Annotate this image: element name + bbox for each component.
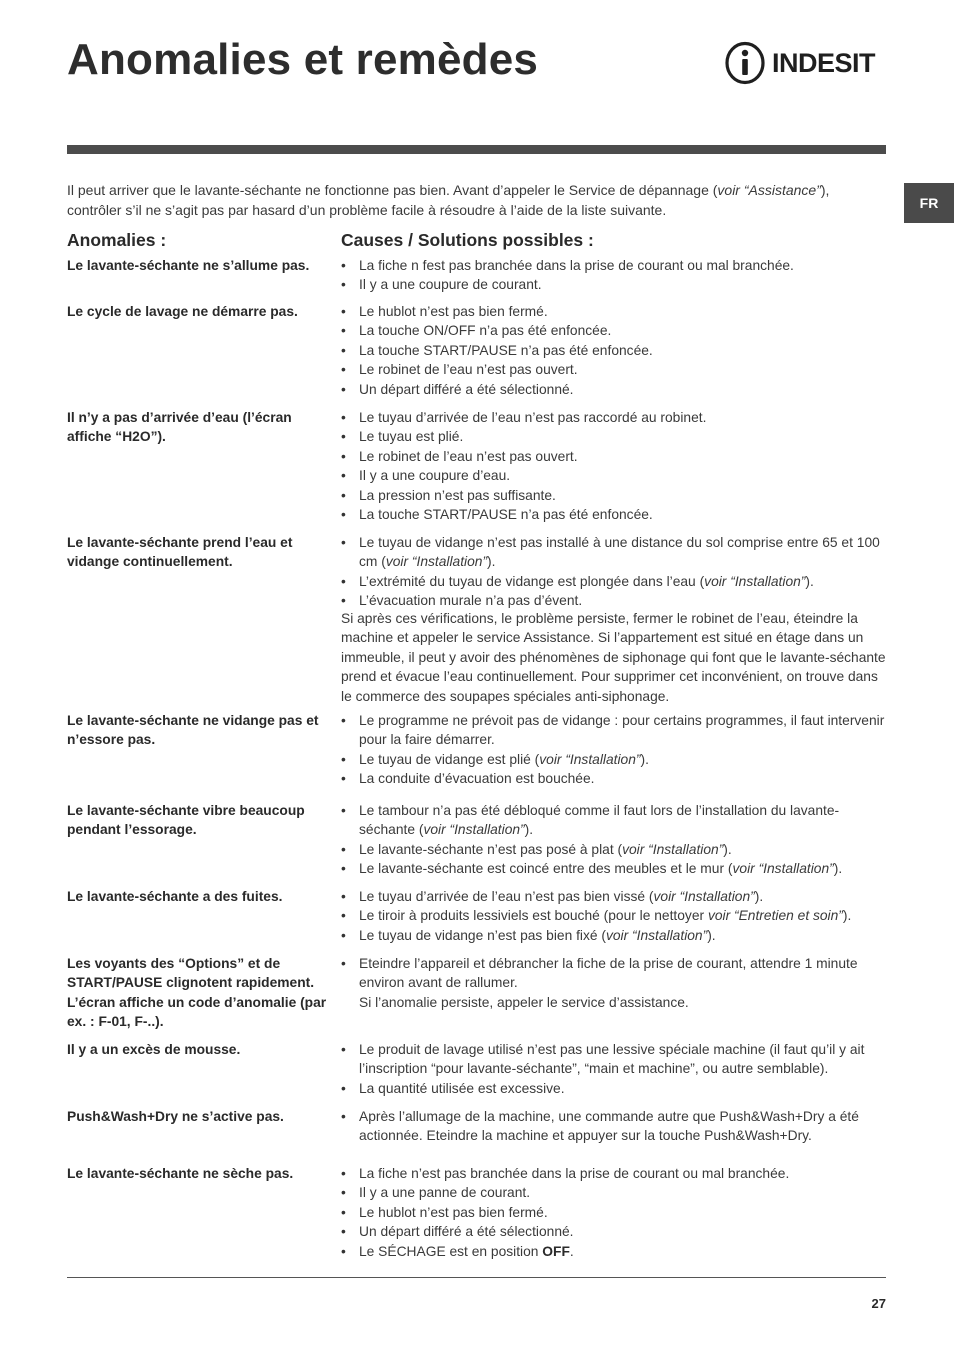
cause-continuation: Si l’anomalie persiste, appeler le service d’assistance. (359, 994, 689, 1010)
list-item (341, 1242, 889, 1261)
cause-text-end: ). (524, 822, 534, 838)
cross-reference: voir “Installation” (385, 554, 488, 570)
list-item: • La touche START/PAUSE n’a pas été enfoncée. (341, 505, 889, 524)
cross-reference: voir “Installation” (423, 822, 525, 838)
list-item: • La fiche n fest pas branchée dans la prise de courant ou mal branchée. (341, 256, 889, 275)
list-item (341, 801, 889, 840)
list-item: • Le robinet de l’eau n’est pas ouvert. (341, 360, 889, 379)
brand-logo (724, 40, 875, 86)
note-paragraph: Si après ces vérifications, le problème persiste, fermer le robinet de l’eau, éteindre la machine et appeler le service Assistance. Si l’appartement est situé en étage dans un immeuble, il peut y avoir des phénomènes de siphonage qui font que le lavante-séchante prend et évacue l’eau continuellement. Pour supprimer cet inconvénient, on trouve dans le commerce des soupapes spéciales anti-siphonage. (341, 611, 886, 704)
cause-text-end: ). (723, 841, 732, 857)
causes-list (341, 302, 889, 399)
cause-text: L’extrémité du tuyau de vidange est plongée dans l’eau ( (359, 573, 705, 589)
anomalies-heading: Anomalies : (67, 230, 167, 250)
list-item: • Le tuyau d’arrivée de l’eau n’est pas raccordé au robinet. (341, 408, 889, 427)
list-item: • La conduite d’évacuation est bouchée. (341, 769, 889, 788)
list-item: • Un départ différé a été sélectionné. (341, 380, 889, 399)
cause-text: Le SÉCHAGE est en position (359, 1243, 543, 1259)
list-item (341, 750, 889, 769)
list-item: • Le hublot n’est pas bien fermé. (341, 1203, 889, 1222)
cross-reference: voir “Installation” (605, 927, 708, 943)
intro-text-end: ), contrôler s’il ne s’agit pas par hasard d’un problème facile à résoudre à l’aide de la liste suivante. (67, 182, 830, 218)
causes-list (341, 408, 889, 524)
causes-heading: Causes / Solutions possibles : (341, 230, 594, 250)
anomaly-label: Le cycle de lavage ne démarre pas. (67, 304, 298, 319)
cause-text-end: ). (754, 889, 764, 904)
list-item: • La quantité utilisée est excessive. (341, 1079, 889, 1098)
list-item (341, 840, 889, 859)
list-item: • Il y a une panne de courant. (341, 1183, 889, 1202)
cause-text: Le lavante-séchante n’est pas posé à plat ( (359, 841, 623, 857)
anomaly-label: Les voyants des “Options” et de START/PAUSE clignotent rapidement. L’écran affiche un code d’anomalie (par ex. : F-01, F-..). (67, 956, 327, 1030)
page-title: Anomalies et remèdes (67, 35, 539, 84)
list-item: • La touche START/PAUSE n’a pas été enfoncée. (341, 341, 889, 360)
causes-list (341, 711, 889, 789)
anomaly-label: Le lavante-séchante ne s’allume pas. (67, 258, 310, 273)
list-item (341, 887, 889, 906)
list-item: • La touche ON/OFF n’a pas été enfoncée. (341, 321, 889, 340)
list-item: • Un départ différé a été sélectionné. (341, 1222, 889, 1241)
list-item: • La fiche n’est pas branchée dans la prise de courant ou mal branchée. (341, 1164, 889, 1183)
cross-reference: voir “Installation” (653, 889, 755, 904)
language-tab: FR (904, 183, 954, 223)
cause-text-end: ). (487, 554, 496, 570)
anomaly-label: Le lavante-séchante vibre beaucoup pendant l’essorage. (67, 803, 305, 838)
cause-text: Le tuyau de vidange n’est pas bien fixé ( (359, 927, 606, 943)
causes-list (341, 256, 889, 295)
list-item: • Eteindre l’appareil et débrancher la fiche de la prise de courant, attendre 1 minute environ avant de rallumer. (341, 954, 889, 993)
anomaly-label: Push&Wash+Dry ne s’active pas. (67, 1109, 284, 1124)
anomaly-label: Le lavante-séchante a des fuites. (67, 889, 283, 904)
intro-text: Il peut arriver que le lavante-séchante ne fonctionne pas bien. Avant d’appeler le Service de dépannage ( (67, 182, 718, 198)
cause-text: Le lavante-séchante est coincé entre des meubles et le mur ( (359, 861, 733, 877)
cross-reference: voir “Installation” (732, 861, 834, 877)
cause-text: Le tuyau d’arrivée de l’eau n’est pas bien vissé ( (359, 889, 654, 904)
list-item: • L’évacuation murale n’a pas d’évent. (341, 591, 889, 610)
anomaly-label: Le lavante-séchante prend l’eau et vidange continuellement. (67, 535, 293, 570)
cross-reference: voir “Installation” (704, 573, 806, 589)
footer-divider (67, 1277, 886, 1278)
causes-list (341, 954, 889, 1012)
list-item (341, 926, 889, 945)
list-item: • Il y a une coupure de courant. (341, 275, 889, 294)
cause-text: Le tuyau de vidange n’est pas installé à une distance du sol comprise entre 65 et 100 cm ( (359, 535, 880, 570)
list-item (341, 906, 889, 925)
cause-text-end: ). (707, 927, 716, 943)
causes-list (341, 1040, 889, 1098)
anomaly-label: Il n’y a pas d’arrivée d’eau (l’écran affiche “H2O”). (67, 410, 292, 445)
list-item: • Après l’allumage de la machine, une commande autre que Push&Wash+Dry a été actionnée. Eteindre la machine et appuyer sur la touche Push&Wash+Dry. (341, 1107, 889, 1146)
anomaly-label: Le lavante-séchante ne vidange pas et n’essore pas. (67, 713, 319, 748)
list-item (341, 533, 889, 572)
causes-list (341, 533, 889, 611)
cause-text-end: ). (842, 908, 852, 924)
setting-value: OFF (542, 1243, 570, 1259)
cause-text-end: ). (805, 573, 814, 589)
anomaly-label: Il y a un excès de mousse. (67, 1042, 241, 1057)
list-item: • Il y a une coupure d’eau. (341, 466, 889, 485)
anomaly-label: Le lavante-séchante ne sèche pas. (67, 1166, 294, 1181)
list-item: • Le robinet de l’eau n’est pas ouvert. (341, 447, 889, 466)
cause-text: Le tiroir à produits lessiviels est bouché (pour le nettoyer (359, 908, 708, 924)
intro-reference: voir “Assistance” (717, 182, 821, 198)
causes-list (341, 1164, 889, 1261)
causes-list (341, 887, 889, 945)
cause-text: Le tuyau de vidange est plié ( (359, 751, 540, 767)
header-divider (67, 145, 886, 154)
causes-list (341, 1107, 889, 1146)
list-item (341, 572, 889, 591)
indesit-i-icon (724, 41, 766, 85)
list-item: • Le hublot n’est pas bien fermé. (341, 302, 889, 321)
cause-text-end: . (569, 1243, 574, 1259)
cause-text-end: ). (640, 751, 649, 767)
list-item: • Le programme ne prévoit pas de vidange : pour certains programmes, il faut intervenir pour la faire démarrer. (341, 711, 889, 750)
cross-reference: voir “Installation” (622, 841, 724, 857)
cross-reference: voir “Entretien et soin” (707, 908, 843, 924)
page-number: 27 (871, 1296, 886, 1311)
cause-text: Le tambour n’a pas été débloqué comme il faut lors de l’installation du lavante-séchante ( (359, 803, 840, 838)
cause-text-end: ). (833, 861, 843, 877)
list-item: • La pression n’est pas suffisante. (341, 486, 889, 505)
intro-paragraph (67, 180, 879, 220)
brand-name: INDESIT (772, 48, 876, 78)
cross-reference: voir “Installation” (539, 751, 641, 767)
list-item: • Le produit de lavage utilisé n’est pas une lessive spéciale machine (il faut qu’il y ait l’inscription “pour lavante-séchante”, “main et machine”, ou autre semblable). (341, 1040, 889, 1079)
list-item: • Le tuyau est plié. (341, 427, 889, 446)
list-item (341, 859, 889, 878)
causes-list (341, 801, 889, 879)
